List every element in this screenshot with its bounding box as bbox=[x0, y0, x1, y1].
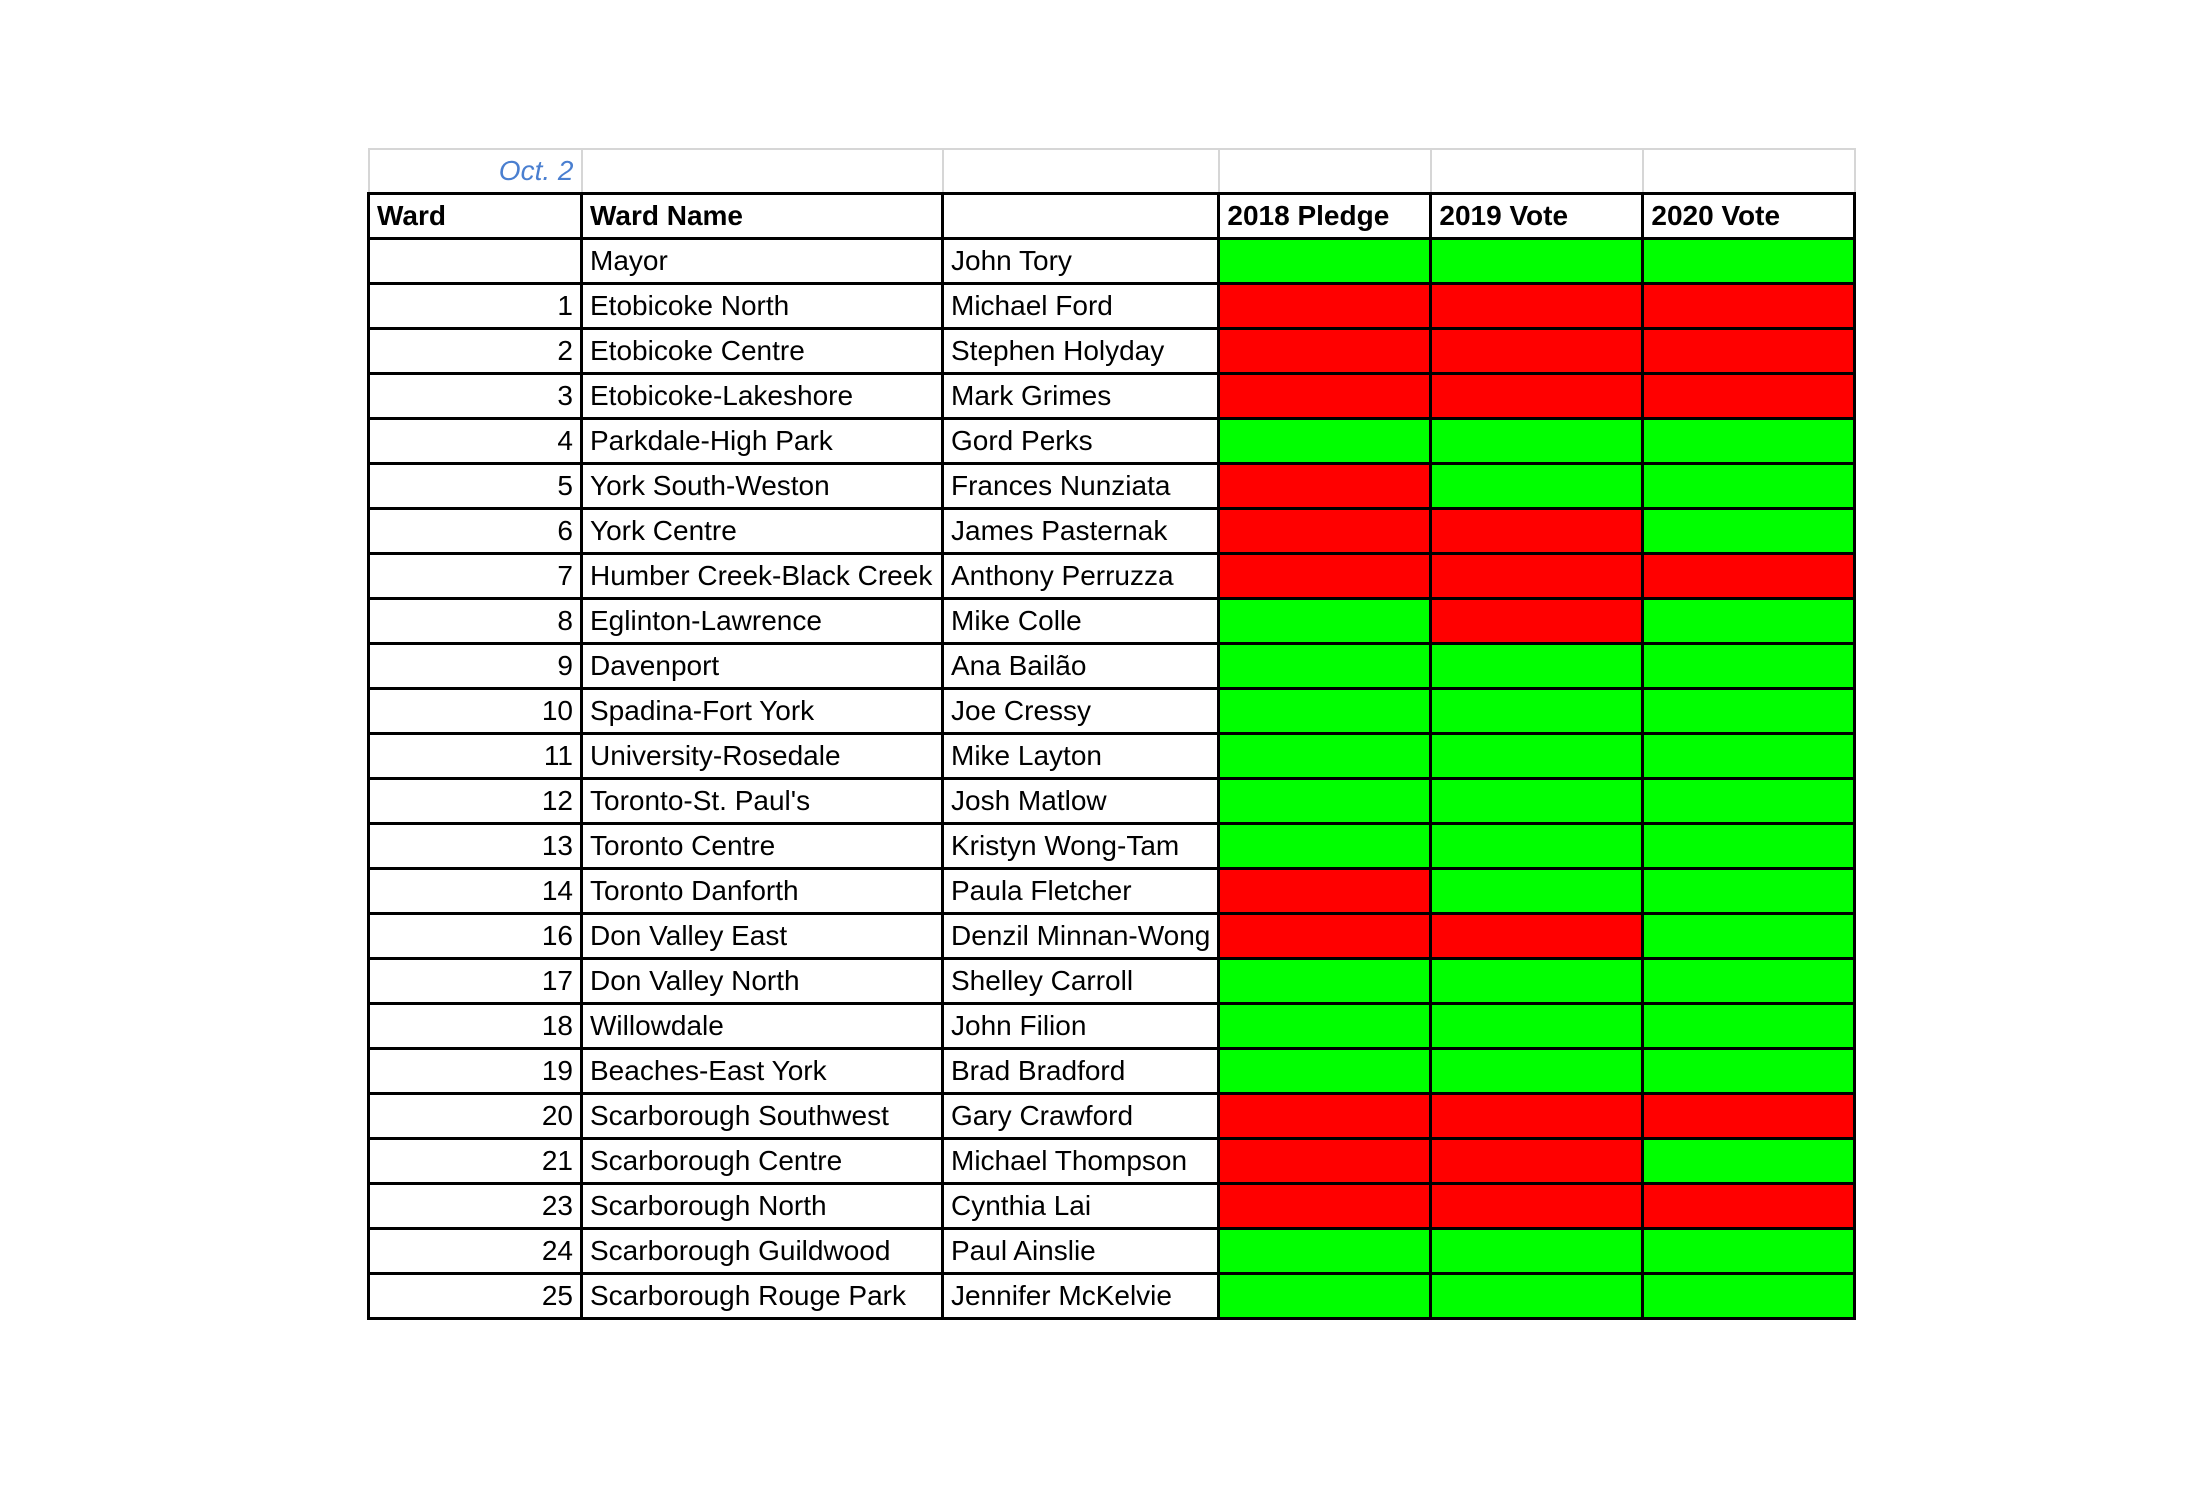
vote-2020-cell bbox=[1643, 869, 1855, 914]
table-row bbox=[369, 599, 1855, 644]
vote-2019-cell bbox=[1431, 824, 1643, 869]
vote-2020-cell bbox=[1643, 734, 1855, 779]
councillor-cell: Mike Layton bbox=[943, 734, 1219, 779]
ward-number-cell: 25 bbox=[369, 1274, 582, 1319]
empty-cell bbox=[943, 149, 1219, 194]
pledge-2018-cell bbox=[1219, 1049, 1431, 1094]
pledge-2018-cell bbox=[1219, 1004, 1431, 1049]
vote-2019-cell bbox=[1431, 374, 1643, 419]
table-row bbox=[369, 1274, 1855, 1319]
pledge-2018-cell bbox=[1219, 824, 1431, 869]
ward-name-cell: York Centre bbox=[582, 509, 943, 554]
ward-number-cell: 11 bbox=[369, 734, 582, 779]
vote-2020-cell bbox=[1643, 1229, 1855, 1274]
empty-cell bbox=[1643, 149, 1855, 194]
ward-number-cell: 16 bbox=[369, 914, 582, 959]
table-row bbox=[369, 1004, 1855, 1049]
ward-number-cell: 3 bbox=[369, 374, 582, 419]
pledge-2018-cell bbox=[1219, 419, 1431, 464]
table-row bbox=[369, 1229, 1855, 1274]
vote-2019-cell bbox=[1431, 1274, 1643, 1319]
ward-name-cell: Beaches-East York bbox=[582, 1049, 943, 1094]
ward-number-cell: 8 bbox=[369, 599, 582, 644]
ward-number-cell: 2 bbox=[369, 329, 582, 374]
pledge-2018-cell bbox=[1219, 779, 1431, 824]
pledge-2018-cell bbox=[1219, 599, 1431, 644]
table-row bbox=[369, 734, 1855, 779]
vote-2019-cell bbox=[1431, 869, 1643, 914]
ward-number-cell: 7 bbox=[369, 554, 582, 599]
pledge-2018-cell bbox=[1219, 914, 1431, 959]
table-row bbox=[369, 824, 1855, 869]
vote-2019-cell bbox=[1431, 509, 1643, 554]
vote-2020-cell bbox=[1643, 599, 1855, 644]
vote-2020-cell bbox=[1643, 239, 1855, 284]
ward-name-cell: Don Valley East bbox=[582, 914, 943, 959]
table-row bbox=[369, 284, 1855, 329]
council-vote-table bbox=[367, 148, 1856, 1320]
ward-name-cell: Eglinton-Lawrence bbox=[582, 599, 943, 644]
pledge-2018-cell bbox=[1219, 689, 1431, 734]
table-row bbox=[369, 239, 1855, 284]
vote-2019-header: 2019 Vote bbox=[1431, 194, 1643, 239]
ward-name-cell: Scarborough Centre bbox=[582, 1139, 943, 1184]
ward-name-cell: Scarborough Rouge Park bbox=[582, 1274, 943, 1319]
vote-2019-cell bbox=[1431, 734, 1643, 779]
member-header bbox=[943, 194, 1219, 239]
councillor-cell: Mike Colle bbox=[943, 599, 1219, 644]
ward-name-cell: Toronto Centre bbox=[582, 824, 943, 869]
ward-name-cell: Spadina-Fort York bbox=[582, 689, 943, 734]
vote-2019-cell bbox=[1431, 1139, 1643, 1184]
vote-2019-cell bbox=[1431, 1184, 1643, 1229]
ward-number-cell: 21 bbox=[369, 1139, 582, 1184]
ward-number-cell: 23 bbox=[369, 1184, 582, 1229]
councillor-cell: Gord Perks bbox=[943, 419, 1219, 464]
header-row bbox=[369, 194, 1855, 239]
ward-name-cell: Etobicoke Centre bbox=[582, 329, 943, 374]
ward-name-header: Ward Name bbox=[582, 194, 943, 239]
vote-2019-cell bbox=[1431, 689, 1643, 734]
table-body bbox=[369, 239, 1855, 1319]
pledge-2018-cell bbox=[1219, 284, 1431, 329]
pledge-2018-cell bbox=[1219, 374, 1431, 419]
councillor-cell: Frances Nunziata bbox=[943, 464, 1219, 509]
vote-2020-cell bbox=[1643, 824, 1855, 869]
vote-2019-cell bbox=[1431, 1004, 1643, 1049]
table-row bbox=[369, 554, 1855, 599]
councillor-cell: James Pasternak bbox=[943, 509, 1219, 554]
ward-number-cell: 12 bbox=[369, 779, 582, 824]
councillor-cell: Shelley Carroll bbox=[943, 959, 1219, 1004]
councillor-cell: Josh Matlow bbox=[943, 779, 1219, 824]
vote-2020-cell bbox=[1643, 644, 1855, 689]
pledge-2018-cell bbox=[1219, 1229, 1431, 1274]
ward-number-cell: 24 bbox=[369, 1229, 582, 1274]
table-row bbox=[369, 464, 1855, 509]
councillor-cell: Paula Fletcher bbox=[943, 869, 1219, 914]
pledge-2018-cell bbox=[1219, 959, 1431, 1004]
ward-number-cell: 9 bbox=[369, 644, 582, 689]
councillor-cell: Kristyn Wong-Tam bbox=[943, 824, 1219, 869]
vote-2020-header: 2020 Vote bbox=[1643, 194, 1855, 239]
ward-number-cell: 6 bbox=[369, 509, 582, 554]
ward-name-cell: Toronto Danforth bbox=[582, 869, 943, 914]
ward-number-cell: 17 bbox=[369, 959, 582, 1004]
ward-number-cell: 10 bbox=[369, 689, 582, 734]
ward-number-cell bbox=[369, 239, 582, 284]
table-row bbox=[369, 419, 1855, 464]
empty-cell bbox=[1431, 149, 1643, 194]
vote-2020-cell bbox=[1643, 1004, 1855, 1049]
table-row bbox=[369, 644, 1855, 689]
pledge-2018-cell bbox=[1219, 554, 1431, 599]
pledge-2018-cell bbox=[1219, 1139, 1431, 1184]
ward-number-cell: 20 bbox=[369, 1094, 582, 1139]
table-row bbox=[369, 374, 1855, 419]
councillor-cell: Michael Thompson bbox=[943, 1139, 1219, 1184]
pledge-2018-cell bbox=[1219, 1274, 1431, 1319]
vote-2019-cell bbox=[1431, 959, 1643, 1004]
vote-2020-cell bbox=[1643, 419, 1855, 464]
vote-2019-cell bbox=[1431, 284, 1643, 329]
vote-2020-cell bbox=[1643, 284, 1855, 329]
vote-2019-cell bbox=[1431, 419, 1643, 464]
table-row bbox=[369, 689, 1855, 734]
vote-2019-cell bbox=[1431, 914, 1643, 959]
ward-number-cell: 5 bbox=[369, 464, 582, 509]
ward-name-cell: Scarborough Guildwood bbox=[582, 1229, 943, 1274]
pledge-2018-cell bbox=[1219, 239, 1431, 284]
table-row bbox=[369, 1184, 1855, 1229]
vote-2020-cell bbox=[1643, 509, 1855, 554]
ward-name-cell: Scarborough Southwest bbox=[582, 1094, 943, 1139]
table-row bbox=[369, 914, 1855, 959]
table-row bbox=[369, 779, 1855, 824]
table-row bbox=[369, 329, 1855, 374]
councillor-cell: Gary Crawford bbox=[943, 1094, 1219, 1139]
ward-name-cell: Davenport bbox=[582, 644, 943, 689]
table-row bbox=[369, 509, 1855, 554]
vote-2019-cell bbox=[1431, 239, 1643, 284]
ward-name-cell: Don Valley North bbox=[582, 959, 943, 1004]
ward-number-cell: 1 bbox=[369, 284, 582, 329]
councillor-cell: Joe Cressy bbox=[943, 689, 1219, 734]
vote-2020-cell bbox=[1643, 1049, 1855, 1094]
ward-number-cell: 18 bbox=[369, 1004, 582, 1049]
councillor-cell: Denzil Minnan-Wong bbox=[943, 914, 1219, 959]
ward-number-cell: 14 bbox=[369, 869, 582, 914]
vote-2020-cell bbox=[1643, 1139, 1855, 1184]
pledge-2018-cell bbox=[1219, 509, 1431, 554]
vote-2020-cell bbox=[1643, 374, 1855, 419]
empty-cell bbox=[582, 149, 943, 194]
ward-number-cell: 13 bbox=[369, 824, 582, 869]
table-row bbox=[369, 1094, 1855, 1139]
councillor-cell: John Filion bbox=[943, 1004, 1219, 1049]
vote-2020-cell bbox=[1643, 959, 1855, 1004]
vote-2020-cell bbox=[1643, 689, 1855, 734]
councillor-cell: Paul Ainslie bbox=[943, 1229, 1219, 1274]
councillor-cell: Anthony Perruzza bbox=[943, 554, 1219, 599]
vote-2020-cell bbox=[1643, 1094, 1855, 1139]
pledge-2018-cell bbox=[1219, 329, 1431, 374]
pledge-2018-cell bbox=[1219, 869, 1431, 914]
date-row bbox=[369, 149, 1855, 194]
vote-2019-cell bbox=[1431, 1094, 1643, 1139]
ward-name-cell: Mayor bbox=[582, 239, 943, 284]
councillor-cell: Cynthia Lai bbox=[943, 1184, 1219, 1229]
vote-2019-cell bbox=[1431, 1229, 1643, 1274]
pledge-2018-cell bbox=[1219, 1184, 1431, 1229]
table-row bbox=[369, 1049, 1855, 1094]
vote-2020-cell bbox=[1643, 914, 1855, 959]
vote-2019-cell bbox=[1431, 554, 1643, 599]
councillor-cell: Mark Grimes bbox=[943, 374, 1219, 419]
ward-name-cell: Scarborough North bbox=[582, 1184, 943, 1229]
pledge-2018-cell bbox=[1219, 464, 1431, 509]
ward-name-cell: Parkdale-High Park bbox=[582, 419, 943, 464]
vote-2020-cell bbox=[1643, 554, 1855, 599]
councillor-cell: Brad Bradford bbox=[943, 1049, 1219, 1094]
pledge-2018-cell bbox=[1219, 734, 1431, 779]
vote-2019-cell bbox=[1431, 464, 1643, 509]
vote-2020-cell bbox=[1643, 1274, 1855, 1319]
vote-2019-cell bbox=[1431, 644, 1643, 689]
vote-2019-cell bbox=[1431, 1049, 1643, 1094]
ward-header: Ward bbox=[369, 194, 582, 239]
vote-2019-cell bbox=[1431, 599, 1643, 644]
empty-cell bbox=[1219, 149, 1431, 194]
ward-name-cell: Etobicoke-Lakeshore bbox=[582, 374, 943, 419]
ward-name-cell: Etobicoke North bbox=[582, 284, 943, 329]
ward-name-cell: York South-Weston bbox=[582, 464, 943, 509]
councillor-cell: Michael Ford bbox=[943, 284, 1219, 329]
councillor-cell: John Tory bbox=[943, 239, 1219, 284]
vote-2020-cell bbox=[1643, 329, 1855, 374]
councillor-cell: Stephen Holyday bbox=[943, 329, 1219, 374]
ward-name-cell: Toronto-St. Paul's bbox=[582, 779, 943, 824]
vote-2019-cell bbox=[1431, 779, 1643, 824]
table-row bbox=[369, 1139, 1855, 1184]
ward-name-cell: Willowdale bbox=[582, 1004, 943, 1049]
ward-number-cell: 19 bbox=[369, 1049, 582, 1094]
pledge-2018-cell bbox=[1219, 1094, 1431, 1139]
vote-2020-cell bbox=[1643, 779, 1855, 824]
councillor-cell: Jennifer McKelvie bbox=[943, 1274, 1219, 1319]
table-row bbox=[369, 959, 1855, 1004]
pledge-2018-cell bbox=[1219, 644, 1431, 689]
ward-name-cell: Humber Creek-Black Creek bbox=[582, 554, 943, 599]
vote-2020-cell bbox=[1643, 1184, 1855, 1229]
councillor-cell: Ana Bailão bbox=[943, 644, 1219, 689]
date-label: Oct. 2 bbox=[369, 149, 582, 194]
vote-2019-cell bbox=[1431, 329, 1643, 374]
pledge-2018-header: 2018 Pledge bbox=[1219, 194, 1431, 239]
ward-name-cell: University-Rosedale bbox=[582, 734, 943, 779]
ward-number-cell: 4 bbox=[369, 419, 582, 464]
table-row bbox=[369, 869, 1855, 914]
vote-2020-cell bbox=[1643, 464, 1855, 509]
